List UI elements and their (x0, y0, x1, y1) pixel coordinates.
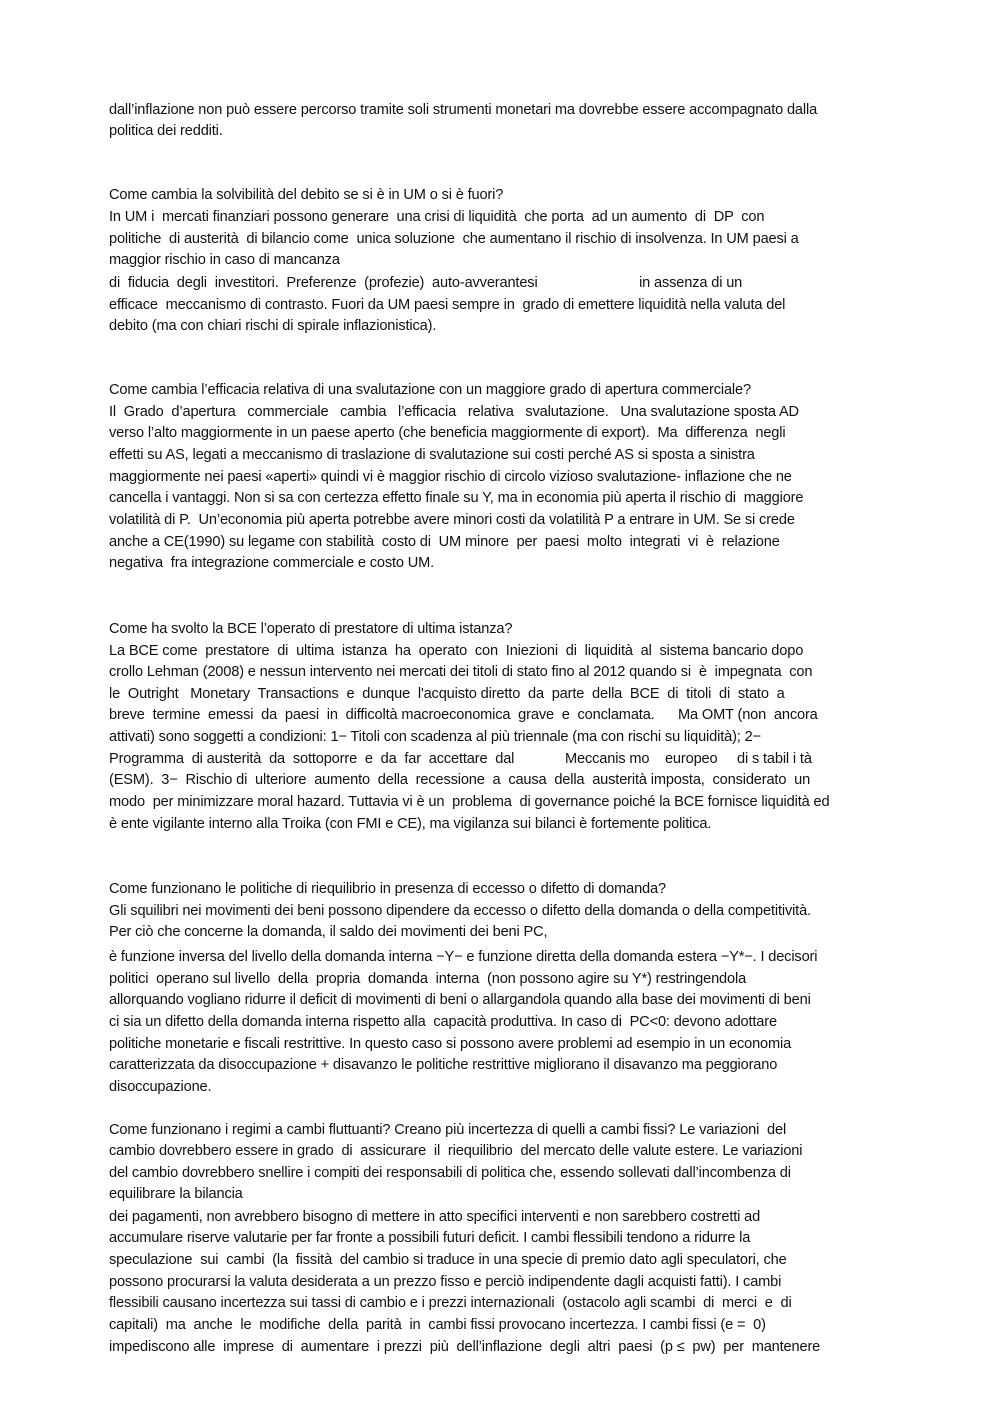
question-heading: Come cambia l’efficacia relativa di una svalutazione con un maggiore grado di apertura commerciale? (109, 382, 751, 398)
text-line: effetti su AS, legati a meccanismo di traslazione di svalutazione sui costi perché AS si sposta a sinistra (109, 447, 755, 463)
text-line: politici operano sul livello della propria domanda interna (non possono agire su Y*) restringendola (109, 971, 747, 987)
text-line: ci sia un difetto della domanda interna rispetto alla capacità produttiva. In caso di PC<0: devono adottare (109, 1014, 777, 1030)
text-line: disoccupazione. (109, 1079, 212, 1095)
text-line: anche a CE(1990) su legame con stabilità costo di UM minore per paesi molto integrati vi è relazione (109, 534, 780, 550)
text-line: debito (ma con chiari rischi di spirale inflazionistica). (109, 318, 437, 334)
text-line: maggiormente nei paesi «aperti» quindi vi è maggior rischio di circolo vizioso svalutazione- inflazione che ne (109, 469, 792, 485)
text-line: cambio dovrebbero essere in grado di assicurare il riequilibrio del mercato delle valute estere. Le variazioni (109, 1143, 803, 1159)
text-line: capitali) ma anche le modifiche della parità in cambi fissi provocano incertezza. I cambi fissi (e = 0) (109, 1317, 766, 1333)
text-line: attivati) sono soggetti a condizioni: 1− Titoli con scadenza al più triennale (ma con rischi su liquidità); 2− (109, 729, 761, 745)
text-line: è funzione inversa del livello della domanda interna −Y− e funzione diretta della domanda estera −Y*−. I decisori (109, 949, 818, 965)
text-line: le Outright Monetary Transactions e dunque l'acquisto diretto da parte della BCE di titoli di stato a (109, 686, 785, 702)
text-line: La BCE come prestatore di ultima istanza ha operato con Iniezioni di liquidità al sistema bancario dopo (109, 643, 804, 659)
question-heading: Come ha svolto la BCE l’operato di prestatore di ultima istanza? (109, 621, 513, 637)
text-line: equilibrare la bilancia (109, 1186, 243, 1202)
text-line: maggior rischio in caso di mancanza (109, 252, 340, 268)
text-line: politiche di austerità di bilancio come unica soluzione che aumentano il rischio di insolvenza. In UM paesi a (109, 231, 799, 247)
text-line: possono procurarsi la valuta desiderata a un prezzo fisso e perciò indipendente dagli acquisti fatti). I cambi (109, 1274, 782, 1290)
text-line: (ESM). 3− Rischio di ulteriore aumento della recessione a causa della austerità imposta, considerato un (109, 772, 811, 788)
text-line: impediscono alle imprese di aumentare i prezzi più dell’inflazione degli altri paesi (p ≤ pw) per mantenere (109, 1339, 821, 1355)
text-line: volatilità di P. Un’economia più aperta potrebbe avere minori costi da volatilità P a entrare in UM. Se si crede (109, 512, 795, 528)
text-line: verso l’alto maggiormente in un paese aperto (che beneficia maggiormente di export). Ma differenza negli (109, 425, 786, 441)
text-line: politiche monetarie e fiscali restrittive. In questo caso si possono avere problemi ad esempio in un economia (109, 1036, 792, 1052)
text-line: negativa fra integrazione commerciale e costo UM. (109, 555, 435, 571)
question-heading: Come cambia la solvibilità del debito se si è in UM o si è fuori? (109, 187, 504, 203)
text-line: è ente vigilante interno alla Troika (con FMI e CE), ma vigilanza sui bilanci è fortemente politica. (109, 816, 712, 832)
text-line: accumulare riserve valutarie per far fronte a possibili futuri deficit. I cambi flessibili tendono a ridurre la (109, 1230, 751, 1246)
text-line: breve termine emessi da paesi in difficoltà macroeconomica grave e conclamata. Ma OMT (non ancora (109, 707, 818, 723)
question-heading: Come funzionano i regimi a cambi fluttuanti? Creano più incertezza di quelli a cambi fissi? Le variazioni del (109, 1122, 787, 1138)
text-line: crollo Lehman (2008) e nessun intervento nei mercati dei titoli di stato fino al 2012 quando si è impegnata con (109, 664, 813, 680)
text-line: dei pagamenti, non avrebbero bisogno di mettere in atto specifici interventi e non sarebbero costretti ad (109, 1209, 761, 1225)
text-line: Programma di austerità da sottoporre e da far accettare dal Meccanis mo europeo di s tabil i tà (109, 751, 812, 767)
text-line: cancella i vantaggi. Non si sa con certezza effetto finale su Y, ma in economia più aperta il rischio di maggiore (109, 490, 804, 506)
question-heading: Come funzionano le politiche di riequilibrio in presenza di eccesso o difetto di domanda? (109, 881, 666, 897)
text-line: In UM i mercati finanziari possono generare una crisi di liquidità che porta ad un aumento di DP con (109, 209, 765, 225)
text-line: Gli squilibri nei movimenti dei beni possono dipendere da eccesso o difetto della domanda o della competitività. (109, 903, 811, 919)
text-line: dall’inflazione non può essere percorso tramite soli strumenti monetari ma dovrebbe essere accompagnato dalla (109, 102, 818, 118)
text-line: Il Grado d’apertura commerciale cambia l’efficacia relativa svalutazione. Una svalutazione sposta AD (109, 404, 799, 420)
text-line: speculazione sui cambi (la fissità del cambio si traduce in una specie di premio dato agli speculatori, che (109, 1252, 787, 1268)
text-line: flessibili causano incertezza sui tassi di cambio e i prezzi internazionali (ostacolo agli scambi di merci e di (109, 1295, 792, 1311)
text-line: Per ciò che concerne la domanda, il saldo dei movimenti dei beni PC, (109, 924, 548, 940)
text-line: caratterizzata da disoccupazione + disavanzo le politiche restrittive migliorano il disavanzo ma peggiorano (109, 1057, 778, 1073)
text-line: allorquando vogliano ridurre il deficit di movimenti di beni o allargandola quando alla base dei movimenti di beni (109, 992, 811, 1008)
text-line: modo per minimizzare moral hazard. Tuttavia vi è un problema di governance poiché la BCE fornisce liquidità ed (109, 794, 830, 810)
text-line: del cambio dovrebbero snellire i compiti dei responsabili di politica che, essendo sollevati dall’incombenza di (109, 1165, 791, 1181)
text-line: di fiducia degli investitori. Preferenze (profezie) auto-avverantesi in assenza di un (109, 275, 743, 291)
text-line: politica dei redditi. (109, 123, 223, 139)
text-line: efficace meccanismo di contrasto. Fuori da UM paesi sempre in grado di emettere liquidità nella valuta del (109, 297, 786, 313)
